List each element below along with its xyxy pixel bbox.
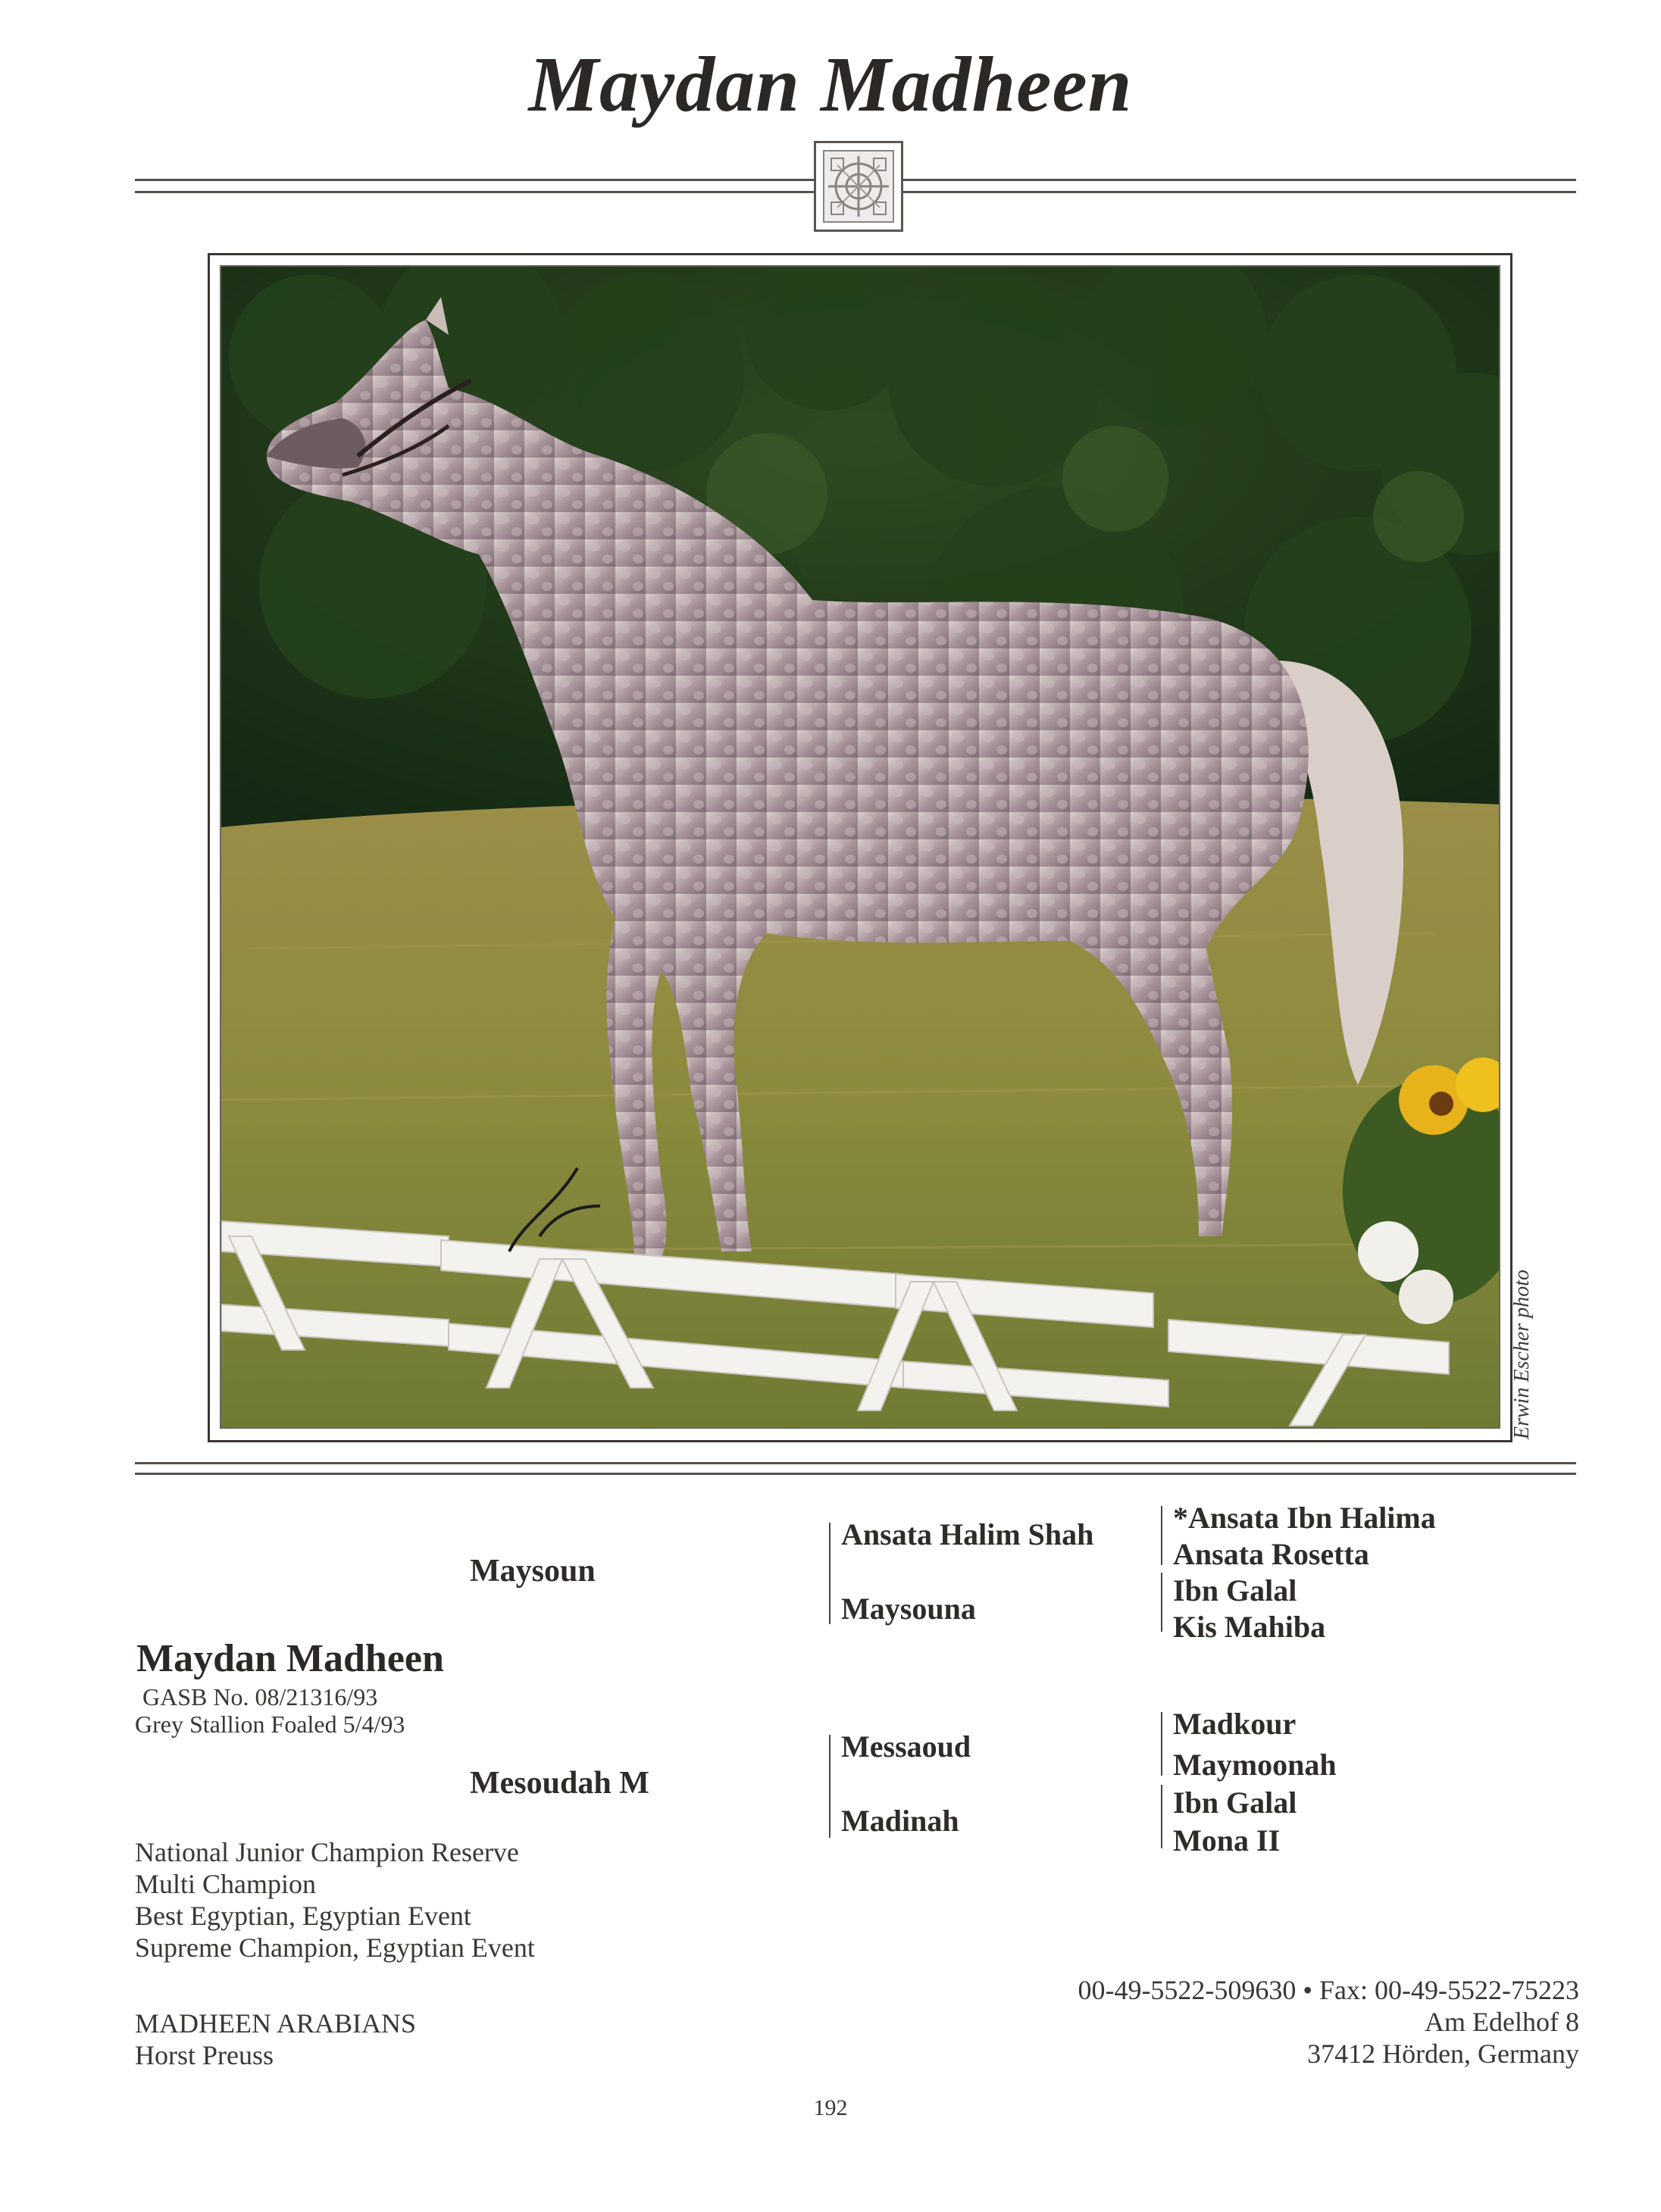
sire-sire-sire: *Ansata Ibn Halima xyxy=(1173,1501,1436,1535)
city-address: 37412 Hörden, Germany xyxy=(1307,2039,1579,2069)
achievement-item: National Junior Champion Reserve xyxy=(135,1837,519,1867)
dam-dam-dam: Mona II xyxy=(1173,1823,1281,1857)
bottom-rule-lower xyxy=(135,1473,1576,1475)
dam-dam-sire: Ibn Galal xyxy=(1173,1786,1297,1820)
street-address: Am Edelhof 8 xyxy=(1425,2007,1579,2037)
ggp-bar-2 xyxy=(1161,1573,1162,1632)
horse-name: Maydan Madheen xyxy=(136,1637,444,1680)
farm-name: MADHEEN ARABIANS xyxy=(135,2008,417,2039)
phone-fax: 00-49-5522-509630 • Fax: 00-49-5522-75223 xyxy=(1078,1975,1579,2005)
dam-sire: Messaoud xyxy=(841,1729,971,1764)
dam-sire-dam: Maymoonah xyxy=(1173,1748,1337,1782)
horse-photo xyxy=(220,265,1500,1429)
sire-sire-dam: Ansata Rosetta xyxy=(1173,1537,1369,1571)
dam-branch-bar xyxy=(829,1735,830,1838)
sire-dam: Maysouna xyxy=(841,1592,976,1626)
page-title: Maydan Madheen xyxy=(528,41,1133,128)
page-number: 192 xyxy=(813,2095,848,2120)
achievement-item: Multi Champion xyxy=(135,1869,317,1899)
dam-dam: Madinah xyxy=(841,1804,959,1838)
ggp-bar-3 xyxy=(1161,1712,1162,1776)
sire-dam-dam: Kis Mahiba xyxy=(1173,1610,1326,1644)
photo-credit: Erwin Escher photo xyxy=(1510,1270,1534,1439)
owner-block xyxy=(135,2007,416,2071)
bottom-rule-upper xyxy=(135,1462,1576,1464)
registration-number: GASB No. 08/21316/93 xyxy=(142,1683,378,1711)
sire-dam-sire: Ibn Galal xyxy=(1173,1573,1297,1607)
achievements-list xyxy=(135,1836,535,1964)
dam-sire-sire: Madkour xyxy=(1173,1707,1297,1741)
sire-sire: Ansata Halim Shah xyxy=(841,1517,1094,1551)
horse-description: Grey Stallion Foaled 5/4/93 xyxy=(135,1711,405,1738)
sire-branch-bar xyxy=(829,1523,830,1624)
achievement-item: Best Egyptian, Egyptian Event xyxy=(135,1901,471,1931)
celtic-knot-ornament xyxy=(814,141,903,232)
sire-name: Maysoun xyxy=(470,1554,596,1589)
achievement-item: Supreme Champion, Egyptian Event xyxy=(135,1932,535,1963)
owner-person: Horst Preuss xyxy=(135,2040,274,2070)
contact-block xyxy=(1078,1974,1579,2070)
dam-name: Mesoudah M xyxy=(470,1766,649,1801)
ggp-bar-4 xyxy=(1161,1785,1162,1848)
ggp-bar-1 xyxy=(1161,1506,1162,1565)
